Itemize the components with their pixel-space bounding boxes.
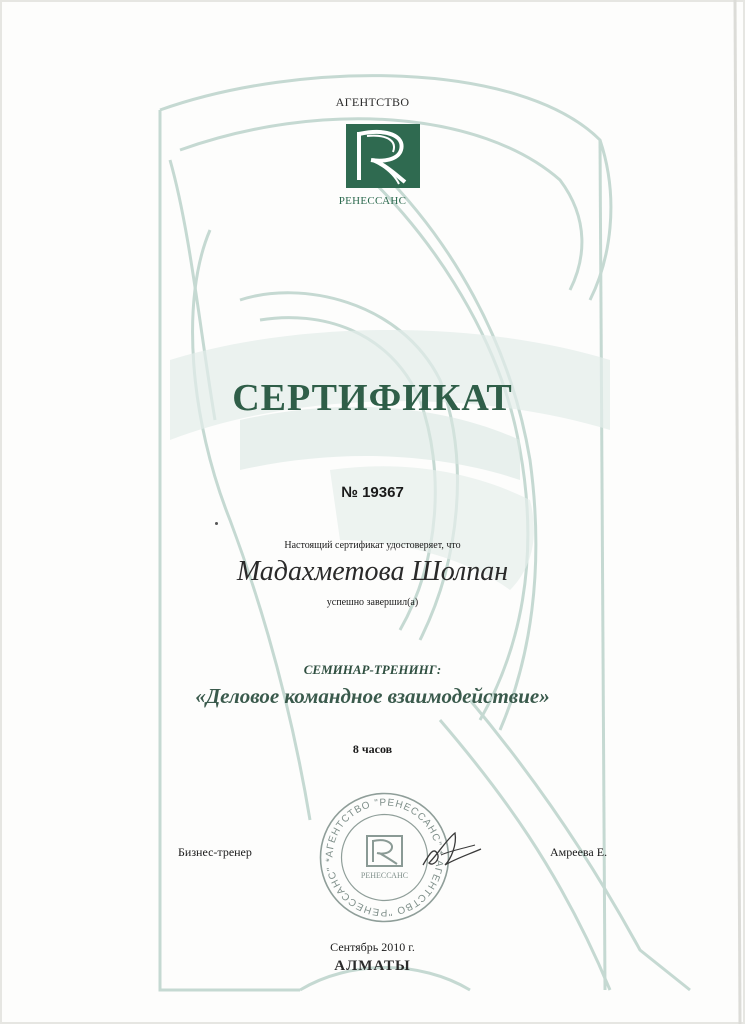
completed-text: успешно завершил(а) — [326, 597, 419, 608]
stamp-ring-text: АГЕНТСТВО "РЕНЕССАНС" * АГЕНТСТВО "РЕНЕССАНС" * — [324, 797, 445, 918]
person-name: Мадахметова Шолпан — [236, 556, 509, 587]
certificate-number: № 19367 — [341, 484, 404, 501]
signature-icon — [415, 825, 485, 875]
issue-date: Сентябрь 2010 г. — [330, 940, 415, 954]
issue-city: АЛМАТЫ — [334, 958, 411, 974]
logo-name: РЕНЕССАНС — [338, 195, 407, 207]
agency-label: АГЕНТСТВО — [335, 95, 410, 109]
scan-speck — [215, 522, 218, 525]
renaissance-logo-icon — [343, 122, 423, 194]
certificate-title: СЕРТИФИКАТ — [232, 377, 513, 419]
stamp-center-label: РЕНЕССАНС — [360, 871, 409, 880]
program-hours: 8 часов — [352, 742, 393, 756]
program-type: СЕМИНАР-ТРЕНИНГ: — [303, 662, 442, 677]
trainer-name: Амреева Е. — [550, 845, 608, 859]
program-title: «Деловое командное взаимодействие» — [195, 684, 550, 708]
certifies-text: Настоящий сертификат удостоверяет, что — [284, 540, 461, 551]
trainer-role: Бизнес-тренер — [178, 845, 252, 859]
